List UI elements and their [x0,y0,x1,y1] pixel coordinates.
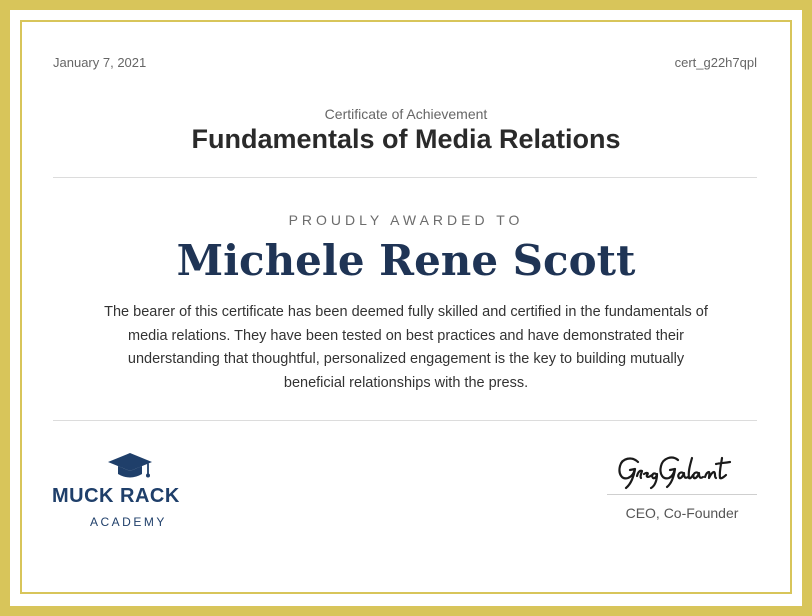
muck-rack-academy-logo [52,452,204,532]
recipient-name: Michele Rene Scott [176,236,636,285]
signature [606,450,758,494]
certificate-description: The bearer of this certificate has been deemed fully skilled and certified in the fundamentals of media relations. They have been tested on best practices and have demonstrated their understanding that thoughtful, personalized engagement is the key to building mutually beneficial relationships with the press. [104,304,708,391]
certificate-id: cert_g22h7qpl [674,55,757,70]
issue-date: January 7, 2021 [53,55,147,70]
signature-line [607,494,757,495]
graduation-cap-icon [107,452,153,482]
awarded-label: PROUDLY AWARDED TO [288,212,524,228]
divider-top [53,177,757,178]
certificate-subtitle: Certificate of Achievement [324,106,488,122]
logo-name: MUCK RACK [52,485,180,507]
signer-title: CEO, Co-Founder [625,505,739,521]
divider-bottom [53,420,757,421]
logo-subtitle: ACADEMY [90,515,167,529]
course-title: Fundamentals of Media Relations [191,124,621,154]
